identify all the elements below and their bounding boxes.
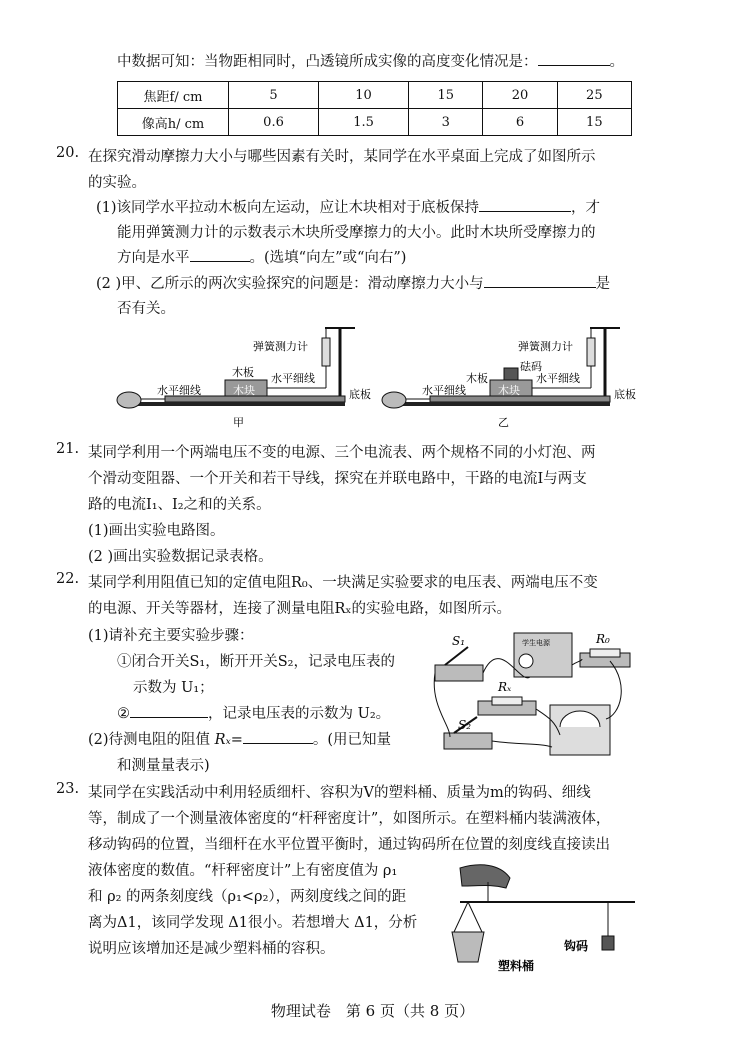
weight	[504, 368, 518, 380]
label-bucket: 塑料桶	[498, 959, 535, 973]
q20-part1-line1: (1)该同学水平拉动木板向左运动，应让木块相对于底板保持 ，才	[96, 196, 600, 217]
base-plate	[400, 402, 610, 406]
label-r0: R₀	[596, 632, 610, 646]
switch-s1-lever	[445, 647, 468, 665]
table-cell: 5	[229, 82, 319, 109]
q23-number: 23.	[56, 781, 80, 797]
table-cell: 1.5	[319, 109, 409, 136]
q22-step1-line1: ①闭合开关S₁，断开开关S₂，记录电压表的	[117, 654, 395, 670]
q22-step2: ② ，记录电压表的示数为 U₂。	[117, 702, 390, 723]
bucket	[452, 932, 484, 962]
table-cell: 20	[483, 82, 557, 109]
caption-jia: 甲	[233, 416, 244, 429]
label-hook: 钩码	[564, 939, 589, 953]
q22-part2-line1: (2)待测电阻的阻值 Rₓ= 。(用已知量	[88, 728, 391, 749]
q23-line6: 离为Δ1，该同学发现 Δ1很小。若想增大 Δ1，分析	[88, 915, 418, 931]
q20-line1: 在探究滑动摩擦力大小与哪些因素有关时，某同学在水平桌面上完成了如图所示	[88, 149, 596, 165]
table-cell: 15	[557, 109, 631, 136]
q21-part2: (2 )画出实验数据记录表格。	[88, 549, 273, 565]
q22-step1-line2: 示数为 U₁；	[133, 680, 214, 696]
spring-scale	[322, 338, 330, 366]
answer-blank	[484, 273, 596, 289]
friction-figure-right	[380, 320, 660, 435]
label-block: 木块	[233, 384, 255, 397]
table-cell: 25	[557, 82, 631, 109]
label-thread-left: 水平细线	[422, 384, 466, 397]
base-plate	[135, 402, 345, 406]
table-cell: 像高h/ cm	[118, 109, 229, 136]
label-s2: S₂	[458, 718, 472, 732]
q21-number: 21.	[56, 441, 80, 457]
label-thread-left: 水平细线	[157, 384, 201, 397]
resistor-r0	[590, 649, 620, 657]
hook-weight	[602, 936, 614, 950]
q23-line3: 移动钩码的位置，当细杆在水平位置平衡时，通过钩码所在位置的刻度线直接读出	[88, 837, 610, 853]
q23-line2: 等，制成了一个测量液体密度的“杆秤密度计”，如图所示。在塑料桶内装满液体，	[88, 811, 611, 827]
q21-line3: 路的电流I₁、I₂之和的关系。	[88, 497, 271, 513]
label-spring: 弹簧测力计	[253, 340, 308, 353]
intro-line: 中数据可知：当物距相同时，凸透镜所成实像的高度变化情况是： 。	[117, 50, 624, 71]
table-cell: 6	[483, 109, 557, 136]
q23-line4: 液体密度的数值。“杆秤密度计”上有密度值为 ρ₁	[88, 863, 398, 879]
q21-line2: 个滑动变阻器、一个开关和若干导线，探究在并联电路中，干路的电流I与两支	[88, 471, 587, 487]
q20-line2: 的实验。	[88, 175, 146, 191]
spring-scale	[587, 338, 595, 366]
table-cell: 焦距f/ cm	[118, 82, 229, 109]
q22-line2: 的电源、开关等器材，连接了测量电阻Rₓ的实验电路，如图所示。	[88, 601, 512, 617]
q22-line1: 某同学利用阻值已知的定值电阻R₀、一块满足实验要求的电压表、两端电压不变	[88, 575, 598, 591]
caption-yi: 乙	[498, 416, 509, 429]
bucket-thread-right	[468, 902, 482, 932]
table-cell: 10	[319, 82, 409, 109]
switch-s2	[444, 733, 492, 749]
answer-blank	[538, 51, 610, 67]
label-rx: Rₓ	[498, 680, 512, 694]
table-row	[118, 109, 632, 136]
bucket-thread-left	[454, 902, 468, 932]
q23-line5: 和 ρ₂ 的两条刻度线（ρ₁<ρ₂），两刻度线之间的距	[88, 889, 407, 905]
table-cell: 3	[409, 109, 483, 136]
data-table	[117, 81, 632, 136]
q22-number: 22.	[56, 571, 80, 587]
label-board: 木板	[232, 366, 254, 379]
q22-part1: (1)请补充主要实验步骤：	[88, 628, 254, 644]
answer-blank	[243, 729, 313, 745]
label-supply: 学生电源	[522, 639, 550, 647]
label-thread-right: 水平细线	[271, 372, 315, 385]
label-board: 木板	[466, 372, 488, 385]
label-thread-right: 水平细线	[536, 372, 580, 385]
label-block: 木块	[498, 384, 520, 397]
label-spring: 弹簧测力计	[518, 340, 573, 353]
table-cell: 15	[409, 82, 483, 109]
label-base: 底板	[349, 388, 371, 401]
q23-line1: 某同学在实践活动中利用轻质细杆、容积为V的塑料桶、质量为m的钩码、细线	[88, 785, 591, 801]
q20-part1-line3: 方向是水平 。(选填“向左”或“向右”)	[117, 246, 406, 267]
page-footer: 物理试卷 第 6 页（共 8 页）	[270, 1002, 475, 1020]
q20-part2-line1: (2 )甲、乙所示的两次实验探究的问题是：滑动摩擦力大小与 是	[96, 272, 610, 293]
hand-icon	[117, 392, 141, 408]
q20-number: 20.	[56, 145, 80, 161]
table-row	[118, 82, 632, 109]
friction-figure-left	[115, 320, 390, 435]
q23-line7: 说明应该增加还是减少塑料桶的容积。	[88, 941, 335, 957]
answer-blank	[130, 703, 208, 719]
circuit-figure	[430, 625, 635, 765]
table-cell: 0.6	[229, 109, 319, 136]
answer-blank	[479, 197, 571, 213]
label-base: 底板	[614, 388, 636, 401]
supply-knob	[519, 654, 533, 668]
answer-blank	[190, 247, 250, 263]
resistor-rx	[492, 697, 522, 705]
q20-part2-line2: 否有关。	[117, 301, 175, 317]
steelyard-figure	[440, 858, 640, 978]
q20-part1-line2: 能用弹簧测力计的示数表示木块所受摩擦力的大小。此时木块所受摩擦力的	[117, 225, 596, 241]
q22-part2-line2: 和测量量表示)	[117, 758, 210, 774]
q21-part1: (1)画出实验电路图。	[88, 523, 225, 539]
hand-icon	[460, 865, 510, 888]
label-s1: S₁	[452, 634, 466, 648]
switch-s1	[435, 665, 483, 681]
q21-line1: 某同学利用一个两端电压不变的电源、三个电流表、两个规格不同的小灯泡、两	[88, 445, 596, 461]
hand-icon	[382, 392, 406, 408]
label-weight: 砝码	[520, 360, 542, 373]
